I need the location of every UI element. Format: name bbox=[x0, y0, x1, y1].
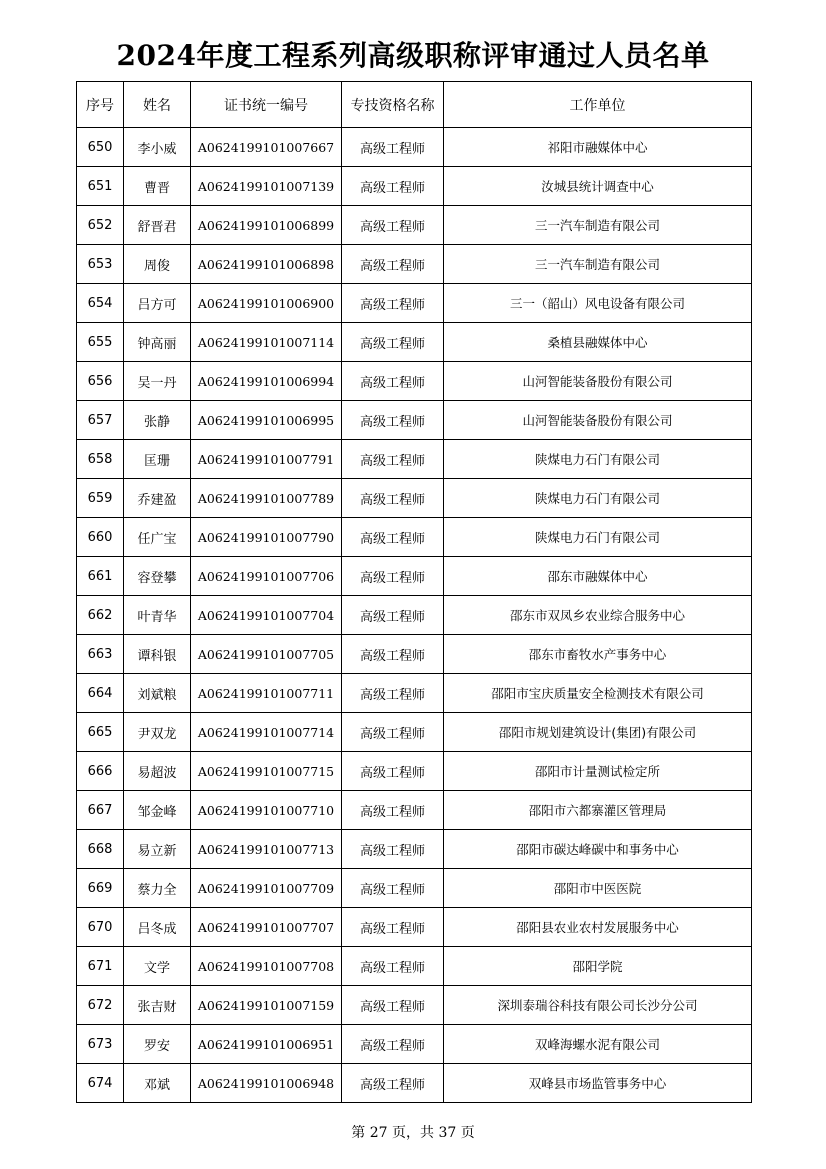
cell-name: 叶青华 bbox=[124, 596, 191, 635]
cell-name: 张吉财 bbox=[124, 986, 191, 1025]
cell-name: 李小威 bbox=[124, 128, 191, 167]
cell-qualification: 高级工程师 bbox=[342, 440, 444, 479]
header-certificate-number: 证书统一编号 bbox=[191, 82, 342, 128]
cell-qualification: 高级工程师 bbox=[342, 713, 444, 752]
table-row bbox=[77, 869, 752, 908]
table-row bbox=[77, 635, 752, 674]
table-row bbox=[77, 986, 752, 1025]
cell-certificate-number: A0624199101006948 bbox=[191, 1064, 342, 1103]
cell-serial-number: 664 bbox=[77, 674, 124, 713]
page-title: 2024年度工程系列高级职称评审通过人员名单 bbox=[116, 39, 710, 72]
cell-serial-number: 671 bbox=[77, 947, 124, 986]
cell-name: 易超波 bbox=[124, 752, 191, 791]
cell-qualification: 高级工程师 bbox=[342, 245, 444, 284]
cell-serial-number: 672 bbox=[77, 986, 124, 1025]
cell-qualification: 高级工程师 bbox=[342, 908, 444, 947]
cell-certificate-number: A0624199101007667 bbox=[191, 128, 342, 167]
cell-serial-number: 652 bbox=[77, 206, 124, 245]
table-row bbox=[77, 830, 752, 869]
table-row bbox=[77, 947, 752, 986]
header-work-unit: 工作单位 bbox=[444, 82, 752, 128]
cell-certificate-number: A0624199101007114 bbox=[191, 323, 342, 362]
cell-qualification: 高级工程师 bbox=[342, 791, 444, 830]
cell-certificate-number: A0624199101007713 bbox=[191, 830, 342, 869]
cell-certificate-number: A0624199101006995 bbox=[191, 401, 342, 440]
table-row bbox=[77, 401, 752, 440]
page-footer: 第 27 页，共 37 页 bbox=[351, 1125, 475, 1141]
cell-serial-number: 656 bbox=[77, 362, 124, 401]
cell-name: 曹晋 bbox=[124, 167, 191, 206]
cell-qualification: 高级工程师 bbox=[342, 323, 444, 362]
cell-certificate-number: A0624199101007714 bbox=[191, 713, 342, 752]
cell-work-unit: 邵东市双凤乡农业综合服务中心 bbox=[444, 596, 752, 635]
cell-work-unit: 邵东市融媒体中心 bbox=[444, 557, 752, 596]
cell-serial-number: 662 bbox=[77, 596, 124, 635]
cell-name: 乔建盈 bbox=[124, 479, 191, 518]
cell-certificate-number: A0624199101007706 bbox=[191, 557, 342, 596]
cell-qualification: 高级工程师 bbox=[342, 1064, 444, 1103]
cell-work-unit: 祁阳市融媒体中心 bbox=[444, 128, 752, 167]
cell-name: 罗安 bbox=[124, 1025, 191, 1064]
cell-certificate-number: A0624199101006994 bbox=[191, 362, 342, 401]
cell-work-unit: 邵阳市碳达峰碳中和事务中心 bbox=[444, 830, 752, 869]
cell-work-unit: 三一汽车制造有限公司 bbox=[444, 206, 752, 245]
cell-work-unit: 山河智能装备股份有限公司 bbox=[444, 401, 752, 440]
cell-certificate-number: A0624199101007711 bbox=[191, 674, 342, 713]
cell-serial-number: 674 bbox=[77, 1064, 124, 1103]
cell-qualification: 高级工程师 bbox=[342, 401, 444, 440]
cell-qualification: 高级工程师 bbox=[342, 284, 444, 323]
cell-qualification: 高级工程师 bbox=[342, 947, 444, 986]
table-row bbox=[77, 284, 752, 323]
cell-certificate-number: A0624199101007704 bbox=[191, 596, 342, 635]
cell-certificate-number: A0624199101006898 bbox=[191, 245, 342, 284]
table-row bbox=[77, 440, 752, 479]
table-row bbox=[77, 245, 752, 284]
cell-qualification: 高级工程师 bbox=[342, 635, 444, 674]
cell-certificate-number: A0624199101007789 bbox=[191, 479, 342, 518]
header-name: 姓名 bbox=[124, 82, 191, 128]
cell-work-unit: 邵阳市六都寨灌区管理局 bbox=[444, 791, 752, 830]
cell-qualification: 高级工程师 bbox=[342, 518, 444, 557]
personnel-table bbox=[76, 81, 752, 1103]
cell-serial-number: 660 bbox=[77, 518, 124, 557]
cell-work-unit: 汝城县统计调查中心 bbox=[444, 167, 752, 206]
cell-serial-number: 651 bbox=[77, 167, 124, 206]
cell-work-unit: 三一（韶山）风电设备有限公司 bbox=[444, 284, 752, 323]
cell-name: 任广宝 bbox=[124, 518, 191, 557]
table-body bbox=[77, 128, 752, 1103]
cell-work-unit: 邵阳市规划建筑设计(集团)有限公司 bbox=[444, 713, 752, 752]
cell-serial-number: 659 bbox=[77, 479, 124, 518]
table-row bbox=[77, 323, 752, 362]
cell-serial-number: 670 bbox=[77, 908, 124, 947]
cell-qualification: 高级工程师 bbox=[342, 479, 444, 518]
cell-qualification: 高级工程师 bbox=[342, 362, 444, 401]
cell-work-unit: 三一汽车制造有限公司 bbox=[444, 245, 752, 284]
cell-work-unit: 双峰海螺水泥有限公司 bbox=[444, 1025, 752, 1064]
cell-name: 吕冬成 bbox=[124, 908, 191, 947]
cell-certificate-number: A0624199101007710 bbox=[191, 791, 342, 830]
cell-name: 邹金峰 bbox=[124, 791, 191, 830]
cell-work-unit: 山河智能装备股份有限公司 bbox=[444, 362, 752, 401]
table-row bbox=[77, 206, 752, 245]
cell-qualification: 高级工程师 bbox=[342, 167, 444, 206]
table-row bbox=[77, 167, 752, 206]
cell-serial-number: 657 bbox=[77, 401, 124, 440]
table-row bbox=[77, 128, 752, 167]
cell-certificate-number: A0624199101007707 bbox=[191, 908, 342, 947]
cell-serial-number: 658 bbox=[77, 440, 124, 479]
table-row bbox=[77, 1025, 752, 1064]
cell-name: 周俊 bbox=[124, 245, 191, 284]
cell-serial-number: 673 bbox=[77, 1025, 124, 1064]
cell-name: 钟高丽 bbox=[124, 323, 191, 362]
cell-qualification: 高级工程师 bbox=[342, 128, 444, 167]
cell-work-unit: 邵阳市宝庆质量安全检测技术有限公司 bbox=[444, 674, 752, 713]
cell-serial-number: 663 bbox=[77, 635, 124, 674]
cell-work-unit: 邵阳县农业农村发展服务中心 bbox=[444, 908, 752, 947]
cell-certificate-number: A0624199101007705 bbox=[191, 635, 342, 674]
cell-qualification: 高级工程师 bbox=[342, 596, 444, 635]
cell-work-unit: 陕煤电力石门有限公司 bbox=[444, 440, 752, 479]
cell-name: 吴一丹 bbox=[124, 362, 191, 401]
cell-serial-number: 653 bbox=[77, 245, 124, 284]
cell-name: 刘斌粮 bbox=[124, 674, 191, 713]
cell-qualification: 高级工程师 bbox=[342, 557, 444, 596]
table-row bbox=[77, 908, 752, 947]
cell-name: 吕方可 bbox=[124, 284, 191, 323]
cell-serial-number: 668 bbox=[77, 830, 124, 869]
cell-serial-number: 654 bbox=[77, 284, 124, 323]
cell-work-unit: 陕煤电力石门有限公司 bbox=[444, 479, 752, 518]
cell-certificate-number: A0624199101007791 bbox=[191, 440, 342, 479]
cell-work-unit: 邵东市畜牧水产事务中心 bbox=[444, 635, 752, 674]
cell-serial-number: 669 bbox=[77, 869, 124, 908]
table-row bbox=[77, 518, 752, 557]
cell-serial-number: 661 bbox=[77, 557, 124, 596]
table-row bbox=[77, 791, 752, 830]
cell-certificate-number: A0624199101007139 bbox=[191, 167, 342, 206]
cell-serial-number: 655 bbox=[77, 323, 124, 362]
cell-name: 尹双龙 bbox=[124, 713, 191, 752]
cell-name: 舒晋君 bbox=[124, 206, 191, 245]
table-header-row bbox=[77, 82, 752, 128]
header-serial-number: 序号 bbox=[77, 82, 124, 128]
cell-work-unit: 陕煤电力石门有限公司 bbox=[444, 518, 752, 557]
table-row bbox=[77, 1064, 752, 1103]
cell-certificate-number: A0624199101007790 bbox=[191, 518, 342, 557]
cell-certificate-number: A0624199101007715 bbox=[191, 752, 342, 791]
table-row bbox=[77, 713, 752, 752]
cell-serial-number: 665 bbox=[77, 713, 124, 752]
cell-work-unit: 深圳泰瑞谷科技有限公司长沙分公司 bbox=[444, 986, 752, 1025]
table-row bbox=[77, 362, 752, 401]
cell-certificate-number: A0624199101006900 bbox=[191, 284, 342, 323]
cell-name: 蔡力全 bbox=[124, 869, 191, 908]
cell-work-unit: 邵阳市中医医院 bbox=[444, 869, 752, 908]
table-row bbox=[77, 479, 752, 518]
cell-name: 文学 bbox=[124, 947, 191, 986]
cell-name: 谭科银 bbox=[124, 635, 191, 674]
cell-work-unit: 桑植县融媒体中心 bbox=[444, 323, 752, 362]
cell-qualification: 高级工程师 bbox=[342, 1025, 444, 1064]
cell-certificate-number: A0624199101006899 bbox=[191, 206, 342, 245]
cell-qualification: 高级工程师 bbox=[342, 830, 444, 869]
table-row bbox=[77, 674, 752, 713]
cell-name: 张静 bbox=[124, 401, 191, 440]
cell-certificate-number: A0624199101007159 bbox=[191, 986, 342, 1025]
cell-certificate-number: A0624199101007709 bbox=[191, 869, 342, 908]
cell-certificate-number: A0624199101006951 bbox=[191, 1025, 342, 1064]
cell-serial-number: 667 bbox=[77, 791, 124, 830]
header-qualification: 专技资格名称 bbox=[342, 82, 444, 128]
cell-serial-number: 650 bbox=[77, 128, 124, 167]
cell-serial-number: 666 bbox=[77, 752, 124, 791]
table-row bbox=[77, 557, 752, 596]
cell-qualification: 高级工程师 bbox=[342, 869, 444, 908]
cell-qualification: 高级工程师 bbox=[342, 986, 444, 1025]
cell-name: 易立新 bbox=[124, 830, 191, 869]
cell-work-unit: 邵阳市计量测试检定所 bbox=[444, 752, 752, 791]
cell-work-unit: 邵阳学院 bbox=[444, 947, 752, 986]
cell-name: 匡珊 bbox=[124, 440, 191, 479]
cell-name: 容登攀 bbox=[124, 557, 191, 596]
table-row bbox=[77, 752, 752, 791]
cell-qualification: 高级工程师 bbox=[342, 206, 444, 245]
cell-certificate-number: A0624199101007708 bbox=[191, 947, 342, 986]
cell-work-unit: 双峰县市场监管事务中心 bbox=[444, 1064, 752, 1103]
cell-qualification: 高级工程师 bbox=[342, 752, 444, 791]
cell-name: 邓斌 bbox=[124, 1064, 191, 1103]
cell-qualification: 高级工程师 bbox=[342, 674, 444, 713]
table-row bbox=[77, 596, 752, 635]
